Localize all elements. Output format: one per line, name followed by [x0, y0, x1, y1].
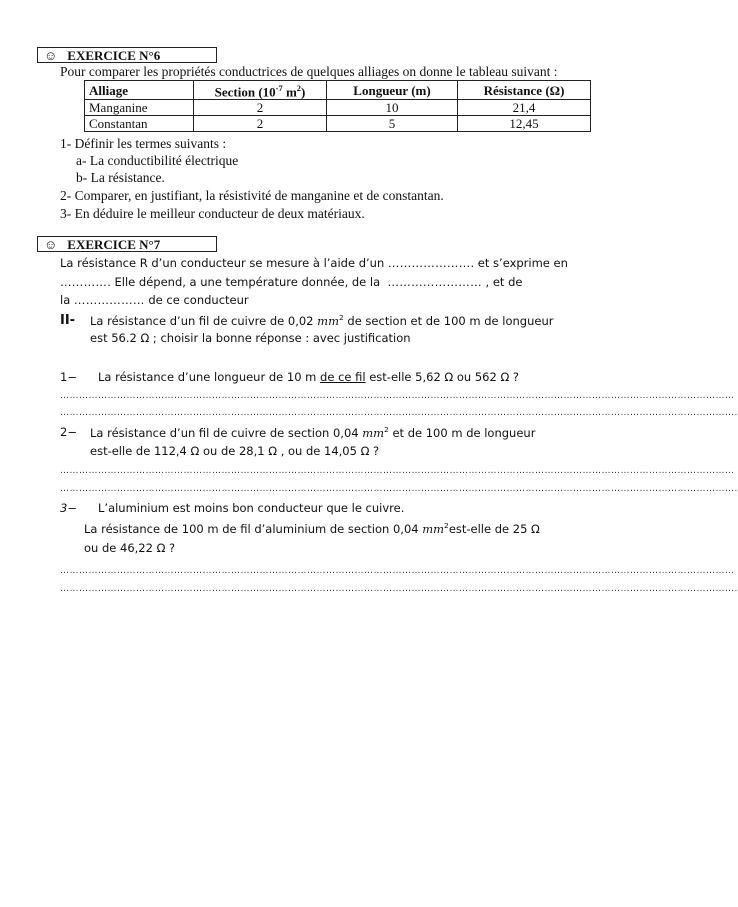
fill-blank: ……………………	[387, 275, 482, 289]
exercise-6-title: EXERCICE N°6	[67, 48, 161, 63]
table-cell: Constantan	[85, 116, 194, 132]
table-cell: 12,45	[458, 116, 591, 132]
table-row	[85, 116, 591, 132]
ex6-question-3: 3- En déduire le meilleur conducteur de deux matériaux.	[60, 206, 365, 221]
ex6-question-2: 2- Comparer, en justifiant, la résistivité de manganine et de constantan.	[60, 188, 444, 203]
ex6-question-1b: b- La résistance.	[76, 170, 165, 185]
ex7-q3-line-1: L’aluminium est moins bon conducteur que le cuivre.	[98, 501, 405, 515]
ex7-q2-line-1: La résistance d’un fil de cuivre de section 0,04 $mm^2$ et de 100 m de longueur	[90, 425, 536, 440]
ex7-q1-text: La résistance d’une longueur de 10 m de ce fil est-elle 5,62 Ω ou 562 Ω ?	[98, 370, 519, 384]
ex6-question-1: 1- Définir les termes suivants :	[60, 136, 227, 151]
table-cell: 2	[194, 100, 327, 116]
ex6-question-1a: a- La conductibilité électrique	[76, 153, 239, 168]
ex7-q3-line-2: La résistance de 100 m de fil d’aluminium de section 0,04 $mm^2est$-elle de 25 Ω	[84, 521, 540, 536]
answer-line: ……………………………………………………………………………………………………………………………………………………………………………………………	[60, 391, 735, 401]
answer-line: …………………………………………………………………………………………………………………………………………………………………………………………….	[60, 484, 738, 494]
answer-line: …………………………………………………………………………………………………………………………………………………………………………………………….	[60, 408, 738, 418]
col-header-alliage: Alliage	[85, 81, 194, 100]
ex7-ii-line-1: La résistance d’un fil de cuivre de 0,02 $mm^2$ de section et de 100 m de longueur	[90, 313, 554, 328]
col-header-section: Section ($10^{-7}$ $m^2$)	[194, 81, 327, 100]
table-cell: 5	[327, 116, 458, 132]
ex7-q2-line-2: est-elle de 112,4 Ω ou de 28,1 Ω , ou de 14,05 Ω ?	[90, 444, 380, 458]
ex7-paragraph-line-2: …………. Elle dépend, a une température donnée, de la …………………… , et de	[60, 275, 523, 289]
smiley-icon: ☺	[44, 237, 58, 252]
fill-blank: ………………	[73, 293, 145, 307]
exercise-7-header	[37, 236, 217, 252]
table-cell: Manganine	[85, 100, 194, 116]
ex7-q1-number: 1−	[60, 370, 77, 384]
exercise-7-title: EXERCICE N°7	[67, 237, 161, 252]
ex7-paragraph-line-1: La résistance R d’un conducteur se mesure à l’aide d’un …………………. et s’exprime en	[60, 256, 568, 270]
ex7-paragraph-line-3: la ……………… de ce conducteur	[60, 293, 249, 307]
fill-blank: …………	[60, 275, 108, 289]
answer-line: …………………………………………………………………………………………………………………………………………………………………………………………….	[60, 584, 738, 594]
exercise-6-intro: Pour comparer les propriétés conductrices de quelques alliages on donne le tableau suivant :	[60, 64, 558, 79]
exercise-6-header	[37, 47, 217, 63]
table-cell: 21,4	[458, 100, 591, 116]
section-ii-label: II-	[60, 313, 76, 328]
alloy-table	[84, 80, 591, 132]
table-row	[85, 100, 591, 116]
ex7-q3-line-3: ou de 46,22 Ω ?	[84, 541, 176, 555]
table-header-row	[85, 81, 591, 100]
ex7-ii-line-2: est 56.2 Ω ; choisir la bonne réponse : avec justification	[90, 331, 411, 345]
table-cell: 10	[327, 100, 458, 116]
ex7-q3-number: 3−	[60, 501, 77, 515]
answer-line: ……………………………………………………………………………………………………………………………………………………………………………………………	[60, 466, 735, 476]
fill-blank: …………………	[387, 256, 471, 270]
col-header-resistance: Résistance (Ω)	[458, 81, 591, 100]
answer-line: ……………………………………………………………………………………………………………………………………………………………………………………………	[60, 566, 735, 576]
table-cell: 2	[194, 116, 327, 132]
smiley-icon: ☺	[44, 48, 58, 63]
col-header-longueur: Longueur (m)	[327, 81, 458, 100]
ex7-q2-number: 2−	[60, 425, 77, 439]
